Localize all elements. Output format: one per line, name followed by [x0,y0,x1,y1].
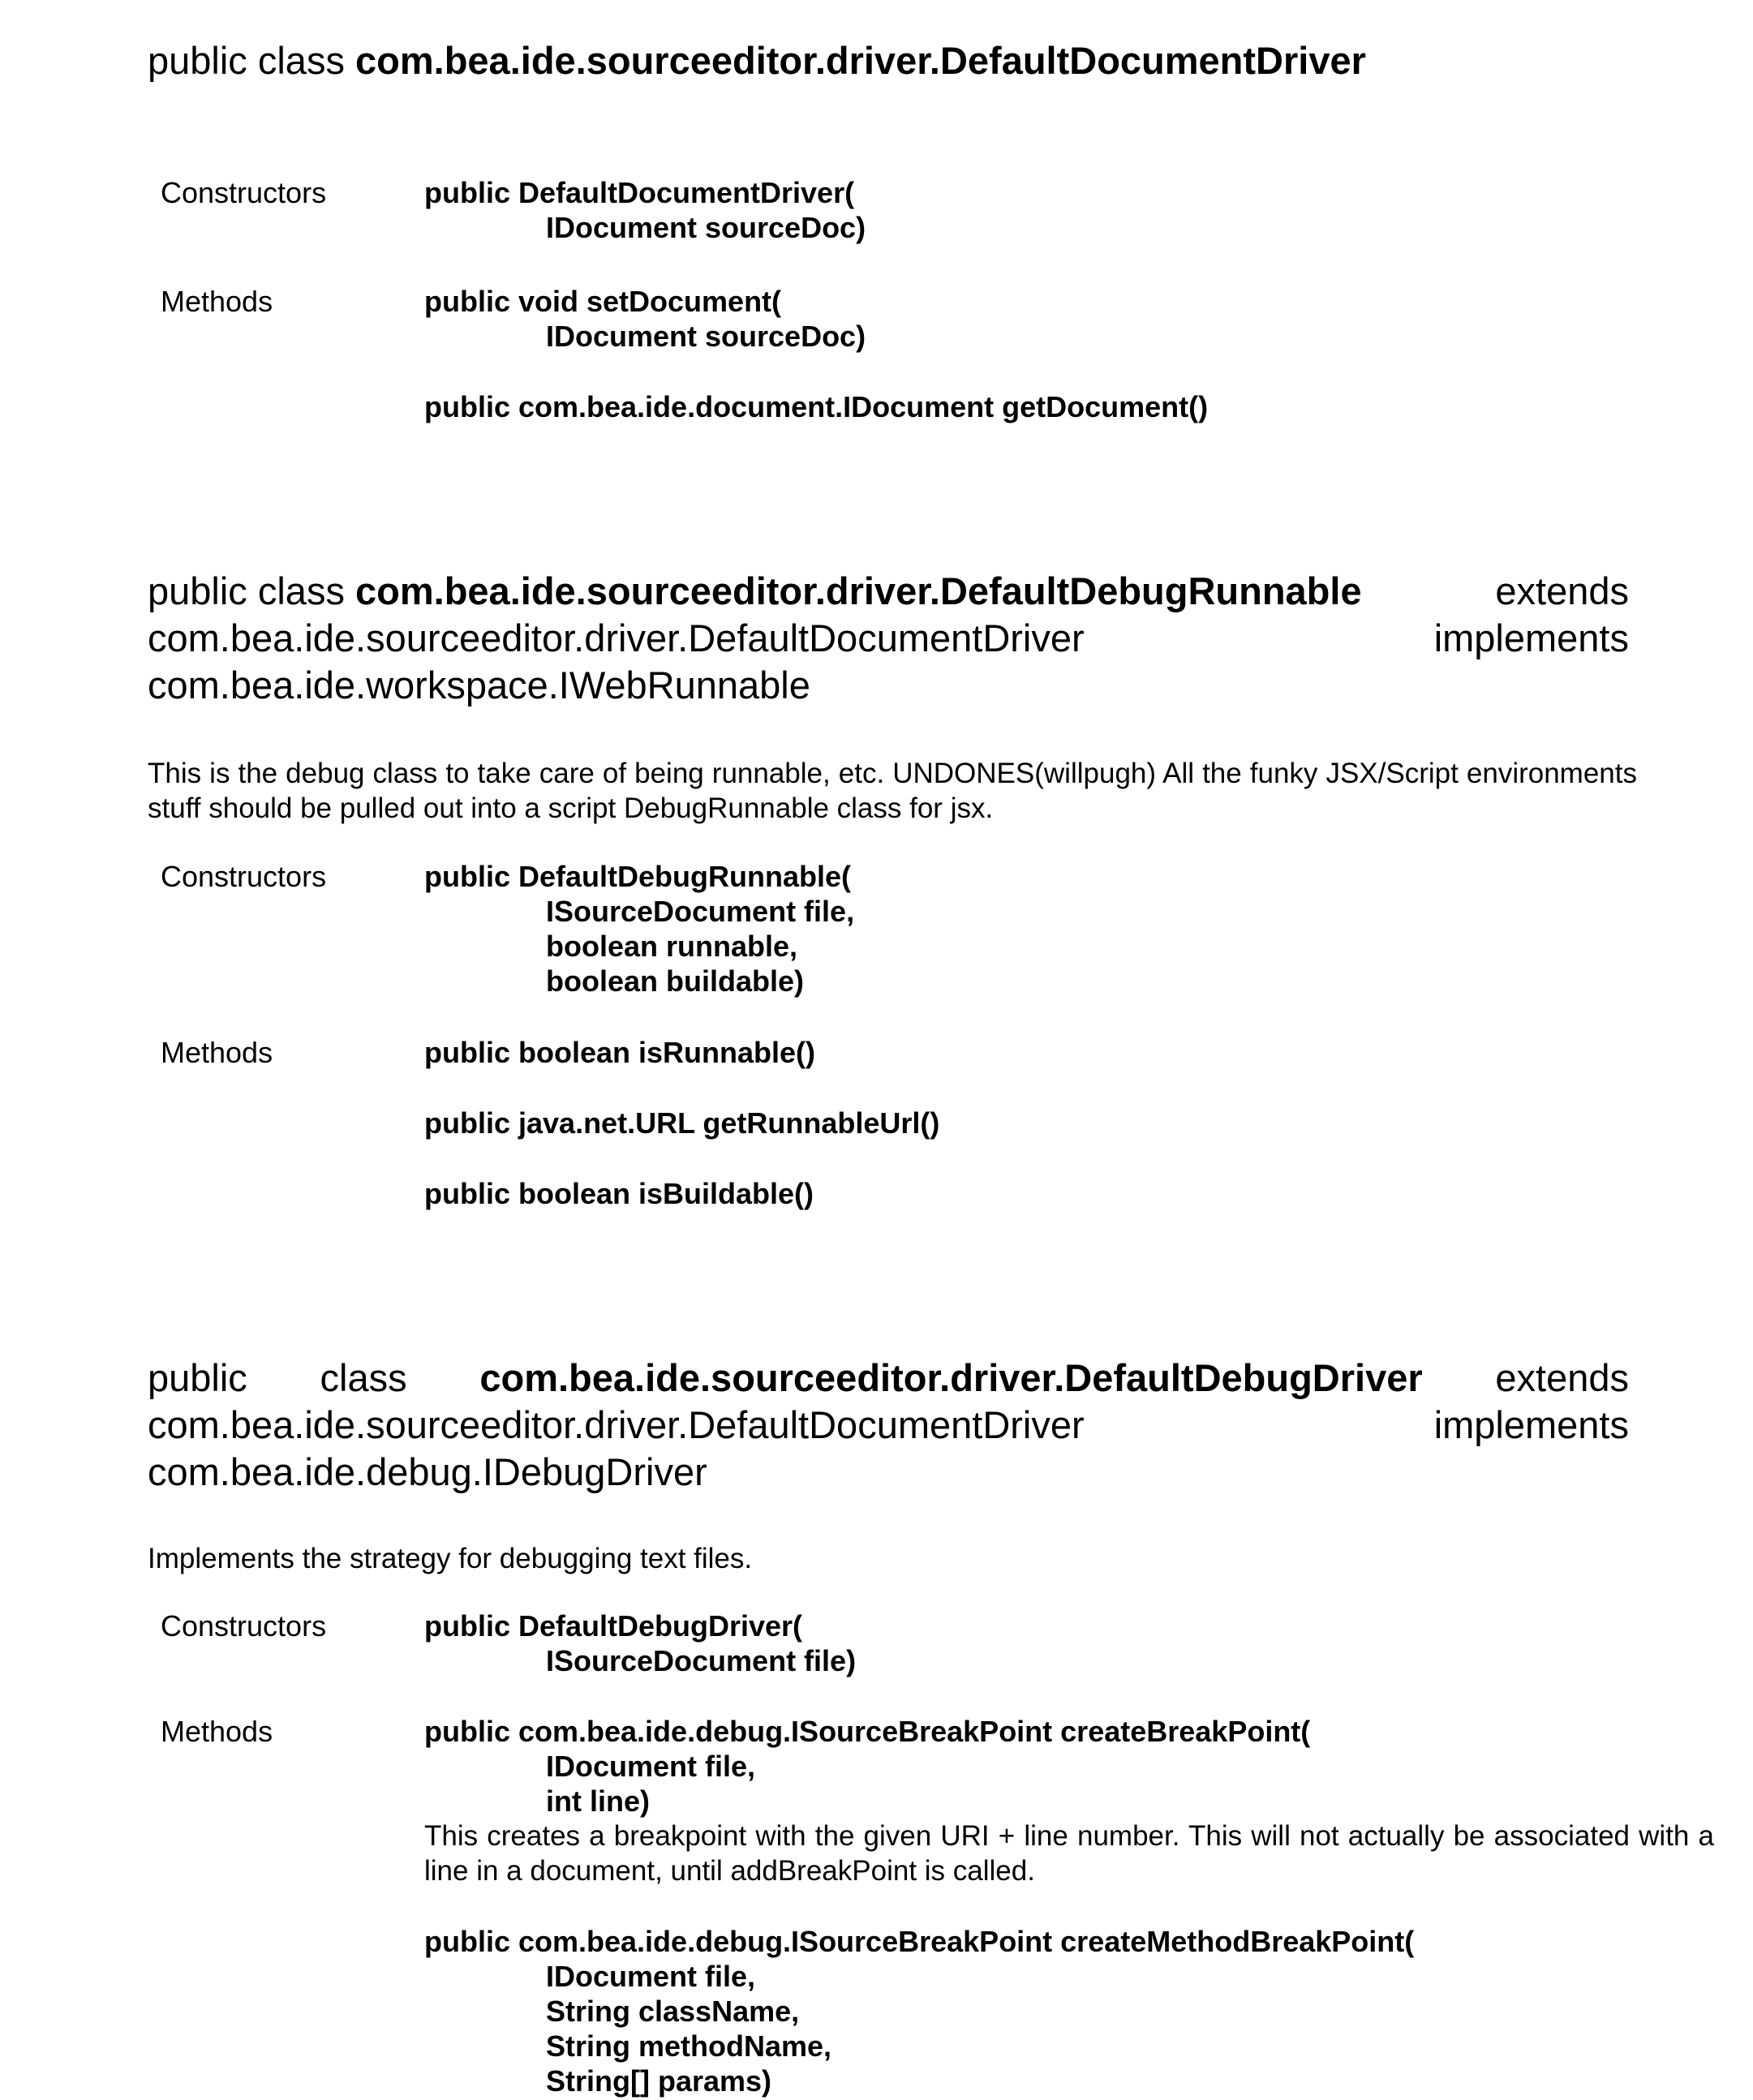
param: IDocument file, [546,1750,756,1783]
signature-text: public com.bea.ide.debug.ISourceBreakPoint createBreakPoint( [424,1715,1311,1748]
class-name: com.bea.ide.sourceeditor.driver.DefaultDebugDriver [479,1356,1423,1399]
signature-text: public com.bea.ide.document.IDocument getDocument() [424,390,1209,423]
param: String className, [546,1995,800,2028]
signature-text: public java.net.URL getRunnableUrl() [424,1106,940,1140]
class-header-default-debug-driver [148,1355,1629,1496]
header-line-1 [148,1355,1629,1402]
method-signature [424,1924,1414,2098]
class-prefix: public class [148,39,345,82]
superclass-name: com.bea.ide.sourceeditor.driver.DefaultDocumentDriver [148,1403,1085,1446]
method-description: This creates a breakpoint with the given URI + line number. This will not actually be associated with a line in a document, until addBreakPoint is called. [424,1820,1714,1887]
header-line-2 [148,615,1629,662]
method-signature [424,1035,815,1070]
constructors-label: Constructors [161,860,327,893]
class-prefix-public: public [148,1356,247,1399]
constructor-signature [424,859,854,998]
signature-text: public boolean isBuildable() [424,1177,814,1210]
constructor-signature [424,1608,856,1678]
implements-keyword: implements [1433,616,1629,659]
param: int line) [546,1784,650,1818]
class-description: Implements the strategy for debugging text files. [148,1543,753,1574]
methods-label: Methods [161,285,273,318]
class-prefix: public class [148,569,345,612]
signature-text: public boolean isRunnable() [424,1036,816,1069]
superclass-name: com.bea.ide.sourceeditor.driver.DefaultDocumentDriver [148,616,1085,659]
param: String methodName, [546,2029,832,2063]
interface-name: com.bea.ide.debug.IDebugDriver [148,1450,707,1493]
method-signature [424,284,866,354]
class-description: This is the debug class to take care of being runnable, etc. UNDONES(willpugh) All the funky JSX/Script environments stuff should be pulled out into a script DebugRunnable class for jsx. [148,758,1637,824]
class-header-default-debug-runnable [148,568,1629,709]
extends-keyword: extends [1495,1356,1629,1399]
class-prefix-class: class [320,1356,407,1399]
param: IDocument sourceDoc) [546,211,866,244]
class-name: com.bea.ide.sourceeditor.driver.DefaultDebugRunnable [355,569,1362,612]
method-signature [424,389,1208,424]
param: IDocument file, [546,1960,756,1993]
signature-text: public DefaultDocumentDriver( [424,176,855,209]
method-signature [424,1714,1310,1819]
class-header-default-document-driver [148,37,1629,84]
header-line-1 [148,568,1629,615]
param: ISourceDocument file) [546,1644,857,1677]
signature-text: public void setDocument( [424,285,782,318]
param: boolean buildable) [546,964,805,998]
methods-label: Methods [161,1715,273,1748]
constructors-label: Constructors [161,176,327,209]
method-signature [424,1176,814,1211]
param: IDocument sourceDoc) [546,320,866,353]
header-line-2 [148,1402,1629,1449]
extends-keyword: extends [1495,569,1629,612]
signature-text: public com.bea.ide.debug.ISourceBreakPoint createMethodBreakPoint( [424,1925,1415,1958]
interface-name: com.bea.ide.workspace.IWebRunnable [148,663,810,706]
param: boolean runnable, [546,930,798,963]
methods-label: Methods [161,1036,273,1069]
implements-keyword: implements [1433,1403,1629,1446]
param: String[] params) [546,2064,772,2098]
method-signature [424,1106,939,1140]
constructor-signature [424,175,866,245]
signature-text: public DefaultDebugRunnable( [424,860,851,893]
class-name: com.bea.ide.sourceeditor.driver.DefaultDocumentDriver [355,39,1366,82]
signature-text: public DefaultDebugDriver( [424,1609,803,1643]
param: ISourceDocument file, [546,895,855,928]
constructors-label: Constructors [161,1609,327,1643]
